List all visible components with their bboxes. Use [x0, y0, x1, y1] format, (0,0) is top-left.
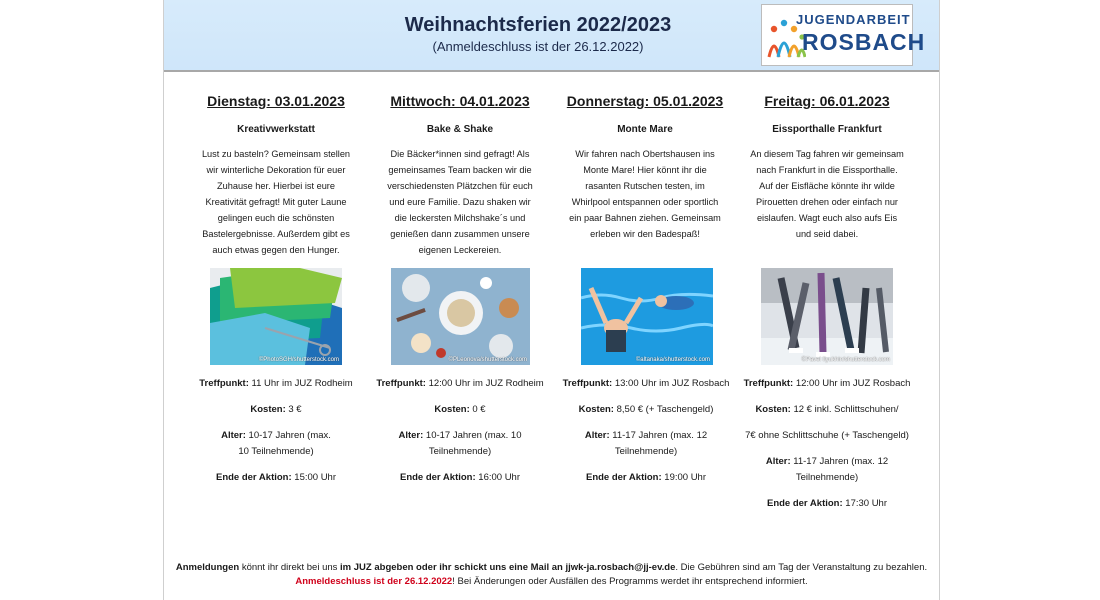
footer-anmeldungen: Anmeldungen — [175, 562, 240, 573]
ende-row — [737, 496, 917, 512]
treffpunkt-label: Treffpunkt: — [199, 378, 249, 389]
registration-note — [164, 561, 939, 589]
page-subtitle: (Anmeldeschluss ist der 26.12.2022) — [432, 39, 644, 54]
kosten-label: Kosten: — [434, 404, 470, 415]
treffpunkt-label: Treffpunkt: — [562, 378, 613, 389]
event-title: Eissporthalle Frankfurt — [772, 124, 882, 135]
treffpunkt-value: 12:00 Uhr im JUZ Rodheim — [425, 378, 544, 389]
event-description: Die Bäcker*innen sind gefragt! Als gemeinsames Team backen wir die verschiedensten Plätzchen für euch und eure Familie. Dazu shaken wir die leckersten Milchshake´s und genießen dann zusammen unsere eigenen Leckereien. — [387, 149, 533, 255]
kosten-row — [556, 402, 736, 418]
event-image-baking — [391, 268, 530, 365]
kosten-label: Kosten: — [578, 404, 614, 415]
event-title: Kreativwerkstatt — [237, 124, 315, 135]
ende-row — [370, 470, 550, 486]
event-image-swimming — [581, 268, 713, 365]
event-description: An diesem Tag fahren wir gemeinsam nach Frankfurt in die Eissporthalle. Auf der Eisfläche könnte ihr wilde Pirouetten drehen oder einfach nur eislaufen. Wagt euch also aufs Eis und seid dabei. — [750, 149, 904, 239]
footer-deadline: Anmeldeschluss ist der 26.12.2022 — [295, 576, 453, 587]
event-image-fabric — [210, 268, 342, 365]
event-description: Lust zu basteln? Gemeinsam stellen wir winterliche Dekoration für euer Zuhause her. Hierbei ist eure Kreativität gefragt! Mit guter Laune gelingen euch die schönsten Bastelergebnisse. Außerdem gibt es auch etwas gegen den Hunger. — [201, 149, 351, 255]
alter-label: Alter: — [398, 430, 424, 441]
kosten-value: 12 € inkl. Schlittschuhen/ — [790, 404, 899, 415]
alter-value: 10-17 Jahren (max. 10 Teilnehmende) — [423, 430, 522, 457]
day-column-wednesday — [375, 90, 545, 268]
logo-text-top: JUGENDARBEIT — [796, 12, 911, 27]
kosten-row — [186, 402, 366, 418]
day-heading: Donnerstag: 05.01.2023 — [566, 93, 724, 109]
event-description: Wir fahren nach Obertshausen ins Monte Mare! Hier könnt ihr die rasanten Rutschen testen, im Whirlpool entspannen oder sportlich ein paar Bahnen ziehen. Gemeinsam erleben wir den Badespaß! — [569, 149, 721, 239]
treffpunkt-value: 11 Uhr im JUZ Rodheim — [248, 378, 353, 389]
kosten-value: 8,50 € (+ Taschengeld) — [613, 404, 714, 415]
ende-value: 19:00 Uhr — [661, 472, 707, 483]
page-title: Weihnachtsferien 2022/2023 — [404, 14, 672, 36]
image-credit: ©PhotoSGH/shutterstock.com — [258, 357, 339, 363]
alter-label: Alter: — [584, 430, 610, 441]
alter-row — [186, 428, 366, 460]
event-image-ice-skating — [761, 268, 893, 365]
logo-text-main: ROSBACH — [802, 29, 926, 55]
event-details — [370, 376, 550, 496]
ende-label: Ende der Aktion: — [215, 472, 292, 483]
alter-label: Alter: — [221, 430, 246, 441]
kosten-row — [370, 402, 550, 418]
day-heading: Dienstag: 03.01.2023 — [207, 93, 345, 109]
alter-row — [737, 454, 917, 486]
ende-value: 15:00 Uhr — [291, 472, 337, 483]
jugendarbeit-rosbach-logo — [761, 4, 926, 66]
alter-row — [370, 428, 550, 460]
alter-value: 11-17 Jahren (max. 12 Teilnehmende) — [609, 430, 708, 457]
ende-value: 16:00 Uhr — [475, 472, 521, 483]
footer-text-3: ! Bei Änderungen oder Ausfällen des Programms werdet ihr entsprechend informiert. — [452, 576, 808, 587]
ende-label: Ende der Aktion: — [585, 472, 662, 483]
treffpunkt-row — [186, 376, 366, 392]
day-heading: Freitag: 06.01.2023 — [764, 93, 890, 109]
event-title: Monte Mare — [617, 124, 673, 135]
kosten-label: Kosten: — [250, 404, 286, 415]
alter-row — [556, 428, 736, 460]
image-credit: ©altanaka/shutterstock.com — [635, 357, 710, 363]
kosten-row — [737, 402, 917, 418]
ende-label: Ende der Aktion: — [766, 498, 843, 509]
image-credit: ©PLeonova/shutterstock.com — [448, 357, 527, 363]
treffpunkt-row — [737, 376, 917, 392]
treffpunkt-row — [370, 376, 550, 392]
event-details — [737, 376, 917, 522]
image-credit: ©Pavel Ilyukhin/shutterstock.com — [801, 357, 890, 363]
header-banner — [164, 0, 939, 72]
kosten-value: 0 € — [469, 404, 486, 415]
alter-value: 10-17 Jahren (max. 10 Teilnehmende) — [238, 430, 331, 457]
treffpunkt-row — [556, 376, 736, 392]
alter-label: Alter: — [765, 456, 791, 467]
treffpunkt-label: Treffpunkt: — [376, 378, 426, 389]
ende-value: 17:30 Uhr — [842, 498, 888, 509]
flyer-page — [163, 0, 940, 600]
footer-text-1: könnt ihr direkt bei uns — [239, 562, 341, 573]
ende-label: Ende der Aktion: — [399, 472, 476, 483]
day-column-friday — [742, 90, 912, 268]
footer-text-2: . Die Gebühren sind am Tag der Veranstaltung zu bezahlen. — [675, 562, 928, 573]
day-column-tuesday — [191, 90, 361, 268]
kosten-value: 3 € — [285, 404, 302, 415]
treffpunkt-label: Treffpunkt: — [743, 378, 794, 389]
event-details — [556, 376, 736, 496]
event-title: Bake & Shake — [426, 124, 494, 135]
event-details — [186, 376, 366, 496]
alter-value: 11-17 Jahren (max. 12 Teilnehmende) — [790, 456, 889, 483]
day-column-thursday — [560, 90, 730, 268]
treffpunkt-value: 12:00 Uhr im JUZ Rosbach — [793, 378, 911, 389]
day-heading: Mittwoch: 04.01.2023 — [390, 93, 530, 109]
treffpunkt-value: 13:00 Uhr im JUZ Rosbach — [612, 378, 730, 389]
kosten-row-2: 7€ ohne Schlittschuhe (+ Taschengeld) — [745, 430, 909, 441]
footer-email: im JUZ abgeben oder ihr schickt uns eine Mail an jjwk-ja.rosbach@jj-ev.de — [340, 562, 676, 573]
ende-row — [186, 470, 366, 486]
kosten-label: Kosten: — [755, 404, 791, 415]
ende-row — [556, 470, 736, 486]
